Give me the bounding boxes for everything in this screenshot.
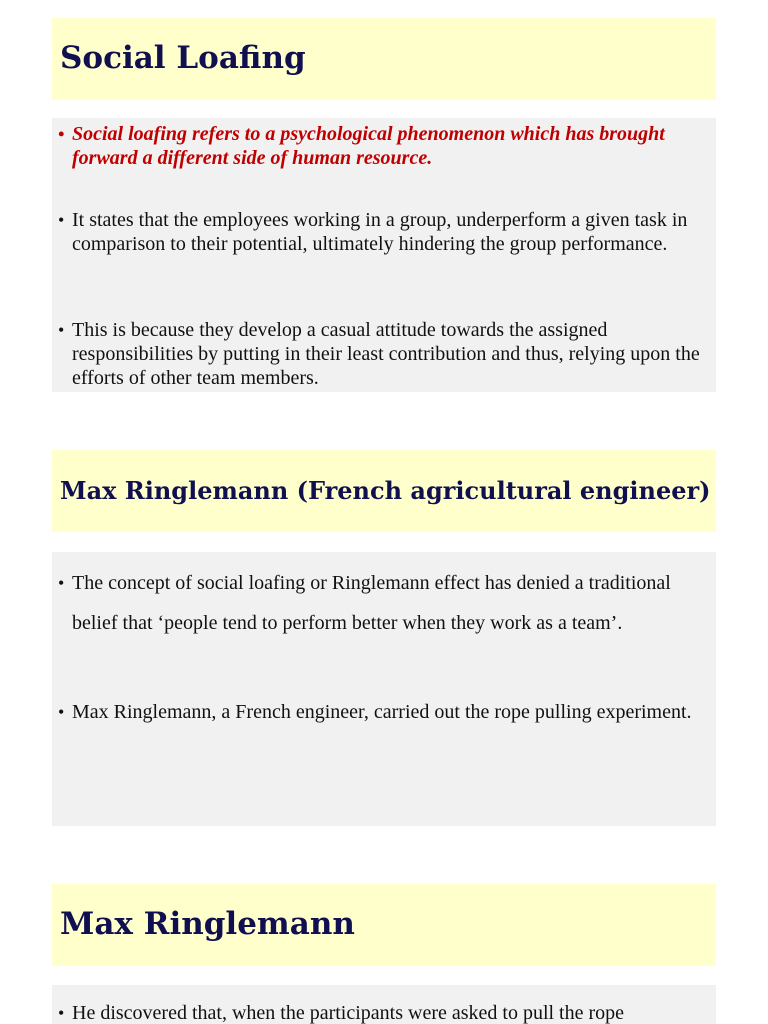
slide2-bullet-1 (58, 563, 710, 643)
slide3-bullet-1-text: He discovered that, when the participants were asked to pull the rope (72, 1002, 625, 1024)
slide2-title: Max Ringlemann (French agricultural engineer) (60, 476, 711, 505)
slide1-bullet-2 (58, 208, 710, 256)
slide3-content-box (52, 985, 716, 1024)
bullet-dot: • (58, 320, 65, 340)
slide2-bullet-2-text: Max Ringlemann, a French engineer, carried out the rope pulling experiment. (72, 701, 692, 723)
slide1-title: Social Loafing (60, 40, 306, 76)
slide1-bullet-1-text: Social loafing refers to a psychological phenomenon which has brought forward a different side of human resource. (72, 123, 665, 169)
slide2-bullet-2 (58, 692, 710, 732)
slide2-content-box (52, 552, 716, 826)
slide1-bullet-3-text: This is because they develop a casual attitude towards the assigned responsibilities by putting in their least contribution and thus, relying upon the efforts of other team members. (72, 319, 700, 389)
slide3-bullet-1 (58, 1001, 710, 1024)
bullet-dot: • (58, 210, 65, 230)
slide2-title-box (52, 450, 716, 532)
slide1-bullet-3 (58, 318, 710, 390)
slide1-bullet-2-text: It states that the employees working in a group, underperform a given task in comparison to their potential, ultimately hindering the group performance. (72, 209, 688, 255)
slide3-title: Max Ringlemann (60, 906, 355, 942)
bullet-dot: • (58, 702, 65, 722)
slide2-bullet-1-text: The concept of social loafing or Ringlemann effect has denied a traditional belief that ‘people tend to perform better when they work as a team’. (72, 572, 671, 634)
bullet-dot: • (58, 124, 65, 144)
slide3-title-box (52, 884, 716, 966)
slide1-title-box (52, 18, 716, 100)
bullet-dot: • (58, 573, 65, 593)
bullet-dot: • (58, 1003, 65, 1023)
slide1-bullet-1 (58, 122, 710, 170)
slide1-content-box (52, 118, 716, 392)
